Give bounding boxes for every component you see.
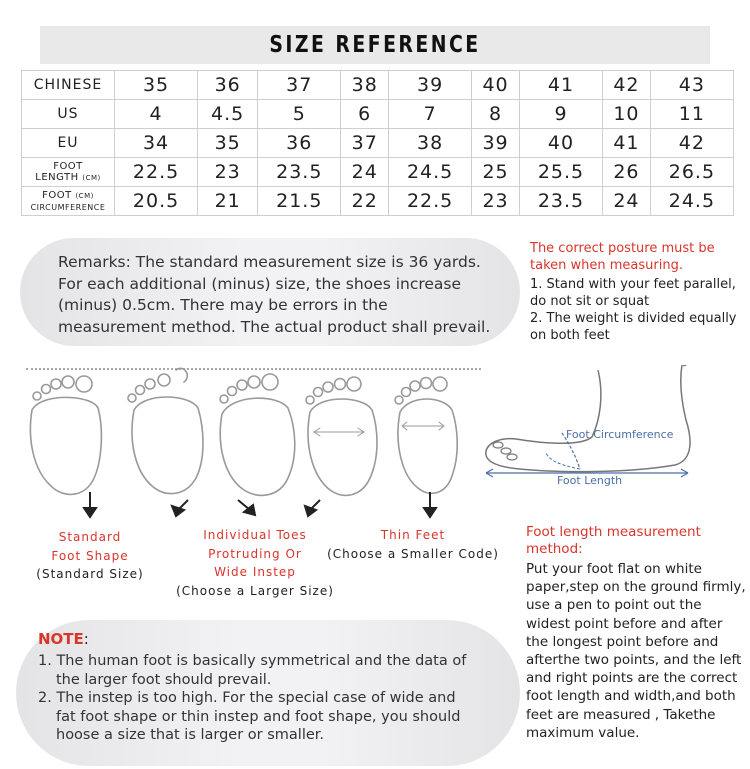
- note-item-2-line3: hoose a size that is larger or smaller.: [56, 727, 325, 743]
- note-list: [38, 652, 508, 745]
- table-cell: 24: [603, 187, 651, 216]
- table-cell: 22.5: [389, 187, 472, 216]
- posture-step-1: 1. Stand with your feet parallel, do not sit or squat: [530, 277, 736, 309]
- foot-circumference-label: Foot Circumference: [566, 428, 674, 441]
- table-cell: 26: [603, 158, 651, 187]
- caption-standard-note: (Standard Size): [36, 567, 144, 581]
- table-cell: 24.5: [650, 187, 733, 216]
- table-cell: 38: [389, 129, 472, 158]
- table-cell: 21: [198, 187, 258, 216]
- table-cell: 39: [472, 129, 520, 158]
- unit-label: (CM): [75, 191, 94, 200]
- table-cell: 35: [198, 129, 258, 158]
- remarks-text: Remarks: The standard measurement size is 36 yards. For each additional (minus) size, the shoes increase (minus) 0.5cm. There may be errors in the measurement method. The actual product shall prevail.: [58, 253, 491, 336]
- protruding-foot-icon: [128, 368, 203, 493]
- note-item-2-line1: 2. The instep is too high. For the special case of wide and: [38, 690, 456, 706]
- row-label: CHINESE: [22, 71, 115, 100]
- standard-foot-icon: [30, 376, 101, 494]
- label-bottom: LENGTH: [35, 171, 79, 183]
- table-cell: 42: [603, 71, 651, 100]
- note-item-2-line2: fat foot shape or thin instep and foot shape, you should: [56, 708, 461, 725]
- note-item-2: [38, 689, 508, 745]
- table-cell: 24.5: [389, 158, 472, 187]
- method-heading: Foot length measurement method:: [526, 524, 701, 557]
- table-cell: 34: [115, 129, 198, 158]
- table-cell: 23: [198, 158, 258, 187]
- note-item-1: [38, 652, 508, 689]
- table-cell: 11: [650, 100, 733, 129]
- note-title-text: NOTE: [38, 630, 84, 648]
- table-cell: 39: [389, 71, 472, 100]
- caption-thin: [318, 526, 508, 563]
- caption-protruding-note: (Choose a Larger Size): [176, 583, 334, 598]
- table-cell: 4.5: [198, 100, 258, 129]
- note-item-1-line2: the larger foot should prevail.: [56, 671, 272, 688]
- table-cell: 22: [341, 187, 389, 216]
- table-row: [22, 158, 734, 187]
- table-cell: 41: [603, 129, 651, 158]
- posture-heading: The correct posture must be taken when measuring.: [530, 241, 715, 273]
- table-cell: 26.5: [650, 158, 733, 187]
- row-label: US: [22, 100, 115, 129]
- table-cell: 4: [115, 100, 198, 129]
- caption-standard: [30, 528, 150, 584]
- caption-standard-line2: Foot Shape: [51, 548, 129, 563]
- note-title: [38, 630, 89, 648]
- table-cell: 37: [341, 129, 389, 158]
- row-label: [22, 187, 115, 216]
- row-label: EU: [22, 129, 115, 158]
- table-cell: 36: [258, 129, 341, 158]
- table-cell: 38: [341, 71, 389, 100]
- table-cell: 10: [603, 100, 651, 129]
- caption-protruding-line1: Individual Toes: [203, 528, 307, 542]
- label-top: FOOT: [53, 160, 83, 172]
- table-cell: 7: [389, 100, 472, 129]
- table-row: [22, 187, 734, 216]
- table-cell: 42: [650, 129, 733, 158]
- caption-thin-note: (Choose a Smaller Code): [327, 546, 499, 561]
- row-label: [22, 158, 115, 187]
- table-cell: 25: [472, 158, 520, 187]
- table-cell: 23.5: [519, 187, 602, 216]
- unit-label: (CM): [82, 173, 101, 182]
- caption-standard-line1: Standard: [58, 530, 122, 544]
- table-cell: 9: [519, 100, 602, 129]
- table-cell: 5: [258, 100, 341, 129]
- table-row: [22, 129, 734, 158]
- remarks-box: [20, 238, 520, 346]
- table-cell: 24: [341, 158, 389, 187]
- table-row: [22, 100, 734, 129]
- caption-protruding-line3: Wide Instep: [214, 565, 296, 579]
- thin-foot-wide-icon: [306, 377, 377, 495]
- label-top: FOOT: [42, 189, 72, 201]
- foot-shapes-illustration: [0, 360, 520, 520]
- note-item-1-line1: 1. The human foot is basically symmetrical and the data of: [38, 653, 467, 669]
- table-cell: 36: [198, 71, 258, 100]
- table-cell: 20.5: [115, 187, 198, 216]
- arrow-icon: [172, 506, 184, 516]
- table-cell: 22.5: [115, 158, 198, 187]
- table-cell: 6: [341, 100, 389, 129]
- table-cell: 41: [519, 71, 602, 100]
- table-cell: 43: [650, 71, 733, 100]
- table-cell: 40: [519, 129, 602, 158]
- note-colon: :: [83, 630, 89, 648]
- page-title: SIZE REFERENCE: [269, 32, 481, 58]
- foot-length-label: Foot Length: [557, 474, 623, 487]
- table-cell: 23.5: [258, 158, 341, 187]
- posture-steps: [530, 276, 745, 344]
- table-row: [22, 71, 734, 100]
- caption-thin-line1: Thin Feet: [380, 528, 446, 542]
- thin-foot-icon: [395, 377, 457, 493]
- size-table: [21, 70, 734, 216]
- method-body: Put your foot flat on white paper,step on the ground firmly, use a pen to point out the widest point before and after the longest point before and afterthe two points, and the left and right points are the correct foot length and width,and both feet are measured , Takethe maximum value.: [526, 561, 746, 741]
- table-cell: 23: [472, 187, 520, 216]
- caption-protruding-line2: Protruding Or: [208, 546, 302, 561]
- table-cell: 25.5: [519, 158, 602, 187]
- note-box: [16, 620, 520, 766]
- table-cell: 37: [258, 71, 341, 100]
- table-cell: 40: [472, 71, 520, 100]
- posture-step-2: 2. The weight is divided equally on both feet: [530, 311, 737, 343]
- label-bottom: CIRCUMFERENCE: [30, 202, 106, 212]
- table-cell: 35: [115, 71, 198, 100]
- table-cell: 8: [472, 100, 520, 129]
- wide-foot-icon: [220, 374, 295, 495]
- table-cell: 21.5: [258, 187, 341, 216]
